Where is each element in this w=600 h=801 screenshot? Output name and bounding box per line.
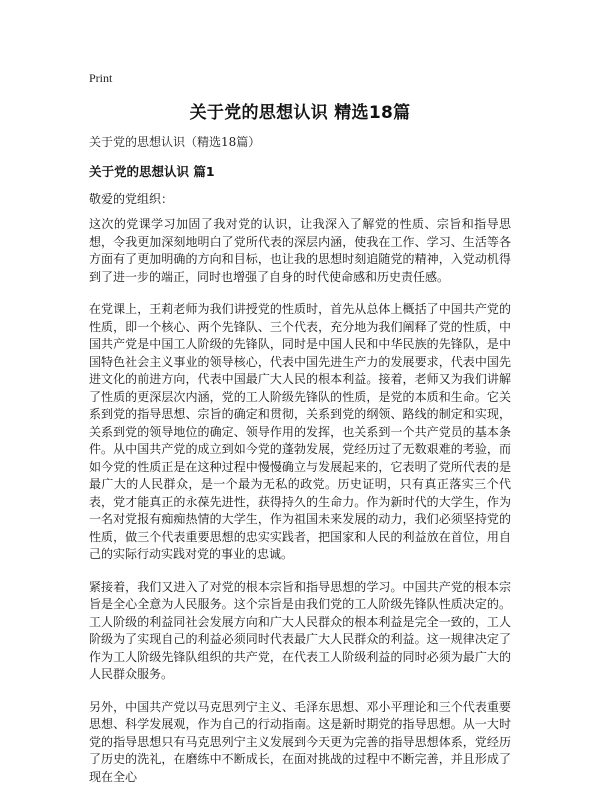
section-heading: 关于党的思想认识 篇1	[89, 164, 215, 179]
salutation: 敬爱的党组织：	[89, 192, 174, 206]
body-paragraph: 在党课上，王莉老师为我们讲授党的性质时，首先从总体上概括了中国共产党的性质，即一个核心、两个先锋队、三个代表，充分地为我们阐释了党的性质，中国共产党是中国工人阶级的先锋队，同时是中国人民和中华民族的先锋队，是中国特色社会主义事业的领导核心，代表中国先进生产力的发展要求，代表中国先进文化的前进方向，代表中国最广大人民的根本利益。接着，老师又为我们讲解了性质的更深层次内涵，党的工人阶级先锋队的性质，是党的本质和生命。它关系到党的指导思想、宗旨的确定和贯彻，关系到党的纲领、路线的制定和实现，关系到党的领导地位的确定、领导作用的发挥，也关系到一个共产党员的基本条件。从中国共产党的成立到如今党的蓬勃发展，党经历过了无数艰难的考验，而如今党的性质正是在这种过程中慢慢确立与发展起来的，它表明了党所代表的是最广大的人民群众，是一个最为无私的政党。历史证明，只有真正落实三个代表，党才能真正的永葆先进性，获得持久的生命力。作为新时代的大学生，作为一名对党报有痴痴热情的大学生，作为祖国未来发展的动力，我们必须坚持党的性质，做三个代表重要思想的忠实实践者，把国家和人民的利益放在首位，用自己的实际行动实践对党的事业的忠诚。	[89, 302, 511, 561]
document-subtitle: 关于党的思想认识（精选18篇）	[89, 135, 261, 149]
print-label: Print	[89, 71, 113, 85]
body-paragraph: 另外，中国共产党以马克思列宁主义、毛泽东思想、邓小平理论和三个代表重要思想、科学发展观，作为自己的行动指南。这是新时期党的指导思想。从一大时党的指导思想只有马克思列宁主义发展到今天更为完善的指导思想体系，党经历了历史的洗礼，在磨练中不断成长，在面对挑战的过程中不断完善，并且形成了现在全心	[89, 699, 511, 784]
document-title: 关于党的思想认识 精选18篇	[189, 103, 411, 123]
document-body	[89, 216, 511, 801]
body-paragraph: 紧接着，我们又进入了对党的根本宗旨和指导思想的学习。中国共产党的根本宗旨是全心全意为人民服务。这个宗旨是由我们党的工人阶级先锋队性质决定的。工人阶级的利益同社会发展方向和广大人民群众的根本利益是完全一致的，工人阶级为了实现自己的利益必须同时代表最广大人民群众的利益。这一规律决定了作为工人阶级先锋队组织的共产党，在代表工人阶级利益的同时必须为最广大的人民群众服务。	[89, 579, 511, 681]
body-paragraph: 这次的党课学习加固了我对党的认识，让我深入了解党的性质、宗旨和指导思想，令我更加深刻地明白了党所代表的深层内涵，使我在工作、学习、生活等各方面有了更加明确的方向和目标，也让我的思想时刻追随党的精神，入党动机得到了进一步的端正，同时也增强了自身的时代使命感和历史责任感。	[89, 217, 511, 284]
